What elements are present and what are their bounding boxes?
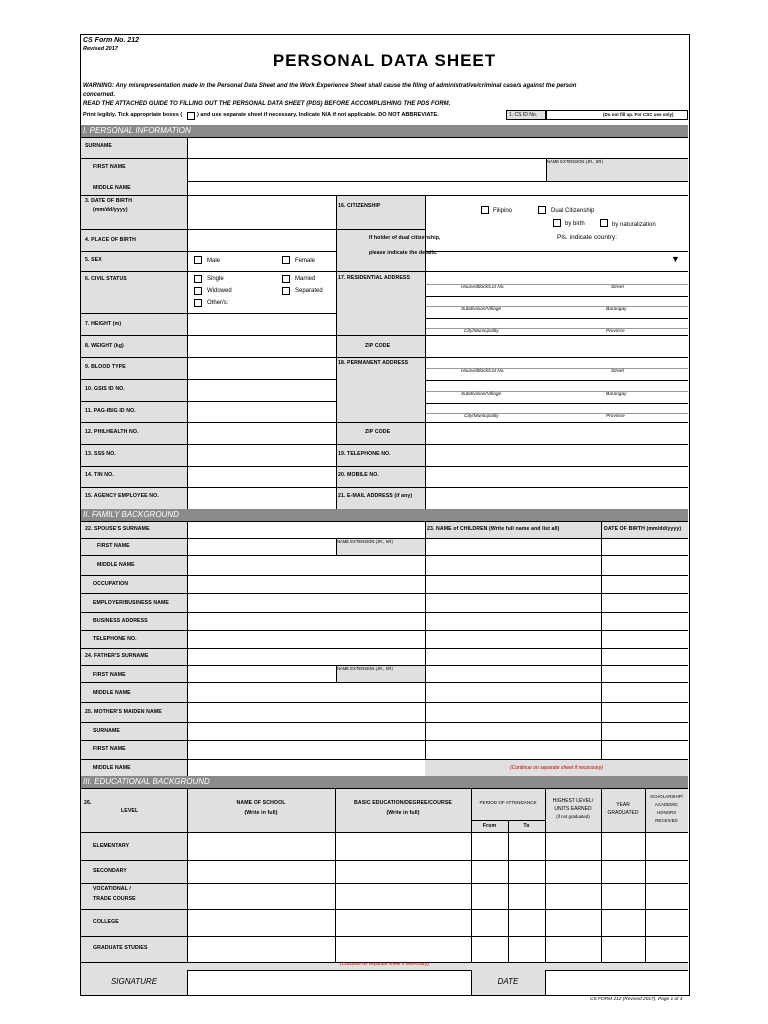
label-father-name-ext: NAME EXTENSION (JR., SR) [337,666,393,671]
personal-data-sheet-form [80,34,690,996]
tin-input[interactable] [189,468,334,485]
label-permanent-address: 18. PERMANENT ADDRESS [338,360,409,366]
option-dual-citizenship: Dual Citizenship [551,208,595,214]
hint-city-res: City/Municipality [464,329,499,334]
checkbox-male[interactable] [194,256,202,264]
hint-province-res: Province [606,329,625,334]
telephone-input[interactable] [427,446,686,464]
label-zip-perm: ZIP CODE [365,429,391,435]
signature-field[interactable] [188,971,470,994]
label-sex: 5. SEX [85,257,102,263]
label-tin: 14. TIN NO. [85,472,114,478]
col-course-hint: (Write in full) [386,810,420,816]
hint-subdivision-res: Subdivision/Village [461,307,502,312]
form-revision: Revised 2017 [83,46,118,52]
label-mobile: 20. MOBILE NO. [338,472,379,478]
cs-id-note: (Do not fill up. For CSC use only) [603,112,674,117]
level-college: COLLEGE [93,919,119,925]
label-business-address: BUSINESS ADDRESS [93,618,148,624]
col-honors-2: ACADEMIC [654,802,679,807]
label-middlename: MIDDLE NAME [93,185,131,191]
col-year-1: YEAR [616,802,630,808]
checkbox-by-birth[interactable] [553,219,561,227]
checkbox-female[interactable] [282,256,290,264]
label-zip-res: ZIP CODE [365,343,391,349]
warning-text-2: concerned. [83,92,116,98]
checkbox-separated[interactable] [282,287,290,295]
label-mother-middlename: MIDDLE NAME [93,765,131,771]
label-signature: SIGNATURE [110,977,158,986]
level-vocational-2: TRADE COURSE [93,896,136,902]
hint-house-res: House/Block/Lot No. [461,285,505,290]
middlename-input[interactable] [189,183,684,193]
agency-employee-no-input[interactable] [189,489,334,507]
label-spouse-middlename: MIDDLE NAME [97,562,135,568]
checkbox-filipino[interactable] [481,206,489,214]
date-input[interactable] [547,972,686,993]
col-honors-1: SCHOLARSHIP/ [650,794,683,799]
col-highest-level-1: HIGHEST LEVEL/ [552,798,594,804]
label-blood-type: 9. BLOOD TYPE [85,364,126,370]
label-spouse-telephone: TELEPHONE NO. [93,636,137,642]
col-school-name: NAME OF SCHOOL [236,800,286,806]
label-residential-address: 17. RESIDENTIAL ADDRESS [338,275,411,281]
dual-citizenship-note-2: please indicate the details. [369,250,438,256]
level-secondary: SECONDARY [93,868,127,874]
label-spouse-name-ext: NAME EXTENSION (JR., SR) [337,539,393,544]
option-widowed: Widowed [207,288,232,294]
label-name-extension: NAME EXTENSION (JR., SR) [547,159,603,164]
col-honors-4: RECEIVED [655,818,678,823]
label-place-of-birth: 4. PLACE OF BIRTH [85,237,136,243]
col-highest-level-2: UNITS EARNED [554,806,592,812]
country-dropdown-arrow-icon[interactable]: ▼ [671,254,680,264]
option-by-naturalization: by naturalization [612,222,656,228]
label-date: DATE [497,977,519,986]
level-graduate-studies: GRADUATE STUDIES [93,945,148,951]
label-mother-maiden-name: 25. MOTHER'S MAIDEN NAME [85,709,162,715]
label-citizenship: 16. CITIZENSHIP [338,203,381,209]
personal-mid-label-column [336,195,425,509]
label-email: 21. E-MAIL ADDRESS (if any) [338,493,413,499]
label-indicate-country: Pls. indicate country: [557,234,617,241]
checkbox-single[interactable] [194,275,202,283]
col-to: To [523,823,530,829]
hint-province-perm: Province [606,414,625,419]
level-elementary: ELEMENTARY [93,843,130,849]
dual-citizenship-note-1: If holder of dual citizenship, [369,235,441,241]
checkbox-dual-citizenship[interactable] [538,206,546,214]
option-separated: Separated [295,288,323,294]
education-continue-note: (Continue on separate sheet if necessary) [339,962,430,967]
height-input[interactable] [189,315,334,333]
level-vocational-1: VOCATIONAL / [93,886,131,892]
label-telephone: 19. TELEPHONE NO. [338,451,391,457]
label-spouse-surname: 22. SPOUSE'S SURNAME [85,526,150,532]
checkbox-others[interactable] [194,299,202,307]
label-education-number: 26. [84,800,92,806]
warning-text-1: WARNING: Any misrepresentation made in the Personal Data Sheet and the Work Experience Sheet shall cause the filing of administrative/criminal case/s against the person [83,83,577,89]
cs-id-label: 1. CS ID No. [509,112,538,118]
zip-permanent-input[interactable] [427,424,686,442]
form-number: CS Form No. 212 [83,37,140,44]
col-level: LEVEL [121,808,139,814]
print-legibly-text-a: Print legibly. Tick appropriate boxes ( [83,112,183,118]
surname-input[interactable] [189,139,684,156]
col-honors-3: HONORS [656,810,677,815]
label-weight: 8. WEIGHT (kg) [85,343,124,349]
read-guide-text: READ THE ATTACHED GUIDE TO FILLING OUT THE PERSONAL DATA SHEET (PDS) BEFORE ACCOMPLISHING THE PDS FORM. [83,101,451,107]
weight-input[interactable] [189,337,334,355]
label-date-of-birth: 3. DATE OF BIRTH [85,198,133,204]
hint-subdivision-perm: Subdivision/Village [461,392,502,397]
col-from: From [482,823,497,829]
section-personal-information: I. PERSONAL INFORMATION [81,125,688,137]
option-married: Married [295,276,316,282]
col-highest-level-3: (if not graduated) [556,814,590,819]
tick-sample-checkbox [187,112,195,120]
hint-street-perm: Street [611,369,624,374]
label-mother-firstname: FIRST NAME [93,746,126,752]
col-course: BASIC EDUCATION/DEGREE/COURSE [354,800,452,806]
label-surname: SURNAME [85,143,112,149]
label-firstname: FIRST NAME [93,164,126,170]
option-single: Single [207,276,224,282]
pagibig-input[interactable] [189,403,334,420]
label-father-middlename: MIDDLE NAME [93,690,131,696]
section-family-background: II. FAMILY BACKGROUND [81,509,688,521]
sss-input[interactable] [189,446,334,464]
option-male: Male [207,258,221,264]
option-others: Other/s: [207,300,229,306]
label-height: 7. HEIGHT (m) [85,321,122,327]
checkbox-widowed[interactable] [194,287,202,295]
firstname-input[interactable] [189,160,544,179]
gsis-input[interactable] [189,381,334,399]
label-children: 23. NAME of CHILDREN (Write full name and list all) [427,526,560,532]
label-date-format: (mm/dd/yyyy) [93,207,128,213]
label-philhealth: 12. PHILHEALTH NO. [85,429,139,435]
label-mother-surname: SURNAME [93,728,120,734]
label-agency-employee-no: 15. AGENCY EMPLOYEE NO. [85,493,159,499]
hint-city-perm: City/Municipality [464,414,499,419]
page-title: PERSONAL DATA SHEET [272,51,497,70]
label-civil-status: 6. CIVIL STATUS [85,276,127,282]
hint-barangay-res: Barangay [606,307,627,312]
checkbox-by-naturalization[interactable] [600,219,608,227]
email-input[interactable] [427,489,686,507]
mobile-input[interactable] [427,468,686,485]
col-period-attendance: PERIOD OF ATTENDANCE [479,800,537,805]
blood-type-input[interactable] [189,359,334,377]
hint-house-perm: House/Block/Lot No. [461,369,505,374]
label-father-firstname: FIRST NAME [93,672,126,678]
option-by-birth: by birth [565,221,585,227]
col-year-2: GRADUATED [607,810,639,816]
section-educational-background: III. EDUCATIONAL BACKGROUND [81,776,688,788]
place-of-birth-input[interactable] [189,231,334,249]
date-of-birth-input[interactable] [189,197,334,227]
print-legibly-text-b: ) and use separate sheet if necessary. Indicate N/A if not applicable. DO NOT ABBREVIATE. [197,112,439,118]
option-filipino: Filipino [493,208,513,214]
checkbox-married[interactable] [282,275,290,283]
label-spouse-firstname: FIRST NAME [97,543,130,549]
label-gsis: 10. GSIS ID NO. [85,386,125,392]
hint-barangay-perm: Barangay [606,392,627,397]
page-footer-note: CS FORM 212 (Revised 2017), Page 1 of 4 [590,997,683,1002]
label-employer: EMPLOYER/BUSINESS NAME [93,600,169,606]
label-child-date-of-birth: DATE OF BIRTH (mm/dd/yyyy) [604,526,682,532]
label-sss: 13. SSS NO. [85,451,116,457]
label-father-surname: 24. FATHER'S SURNAME [85,653,149,659]
philhealth-input[interactable] [189,424,334,442]
zip-residential-input[interactable] [427,337,686,355]
family-continue-note: (Continue on separate sheet if necessary) [510,765,603,771]
col-school-name-hint: (Write in full) [244,810,278,816]
label-pagibig: 11. PAG-IBIG ID NO. [85,408,136,414]
hint-street-res: Street [611,285,624,290]
option-female: Female [295,258,316,264]
label-occupation: OCCUPATION [93,581,129,587]
